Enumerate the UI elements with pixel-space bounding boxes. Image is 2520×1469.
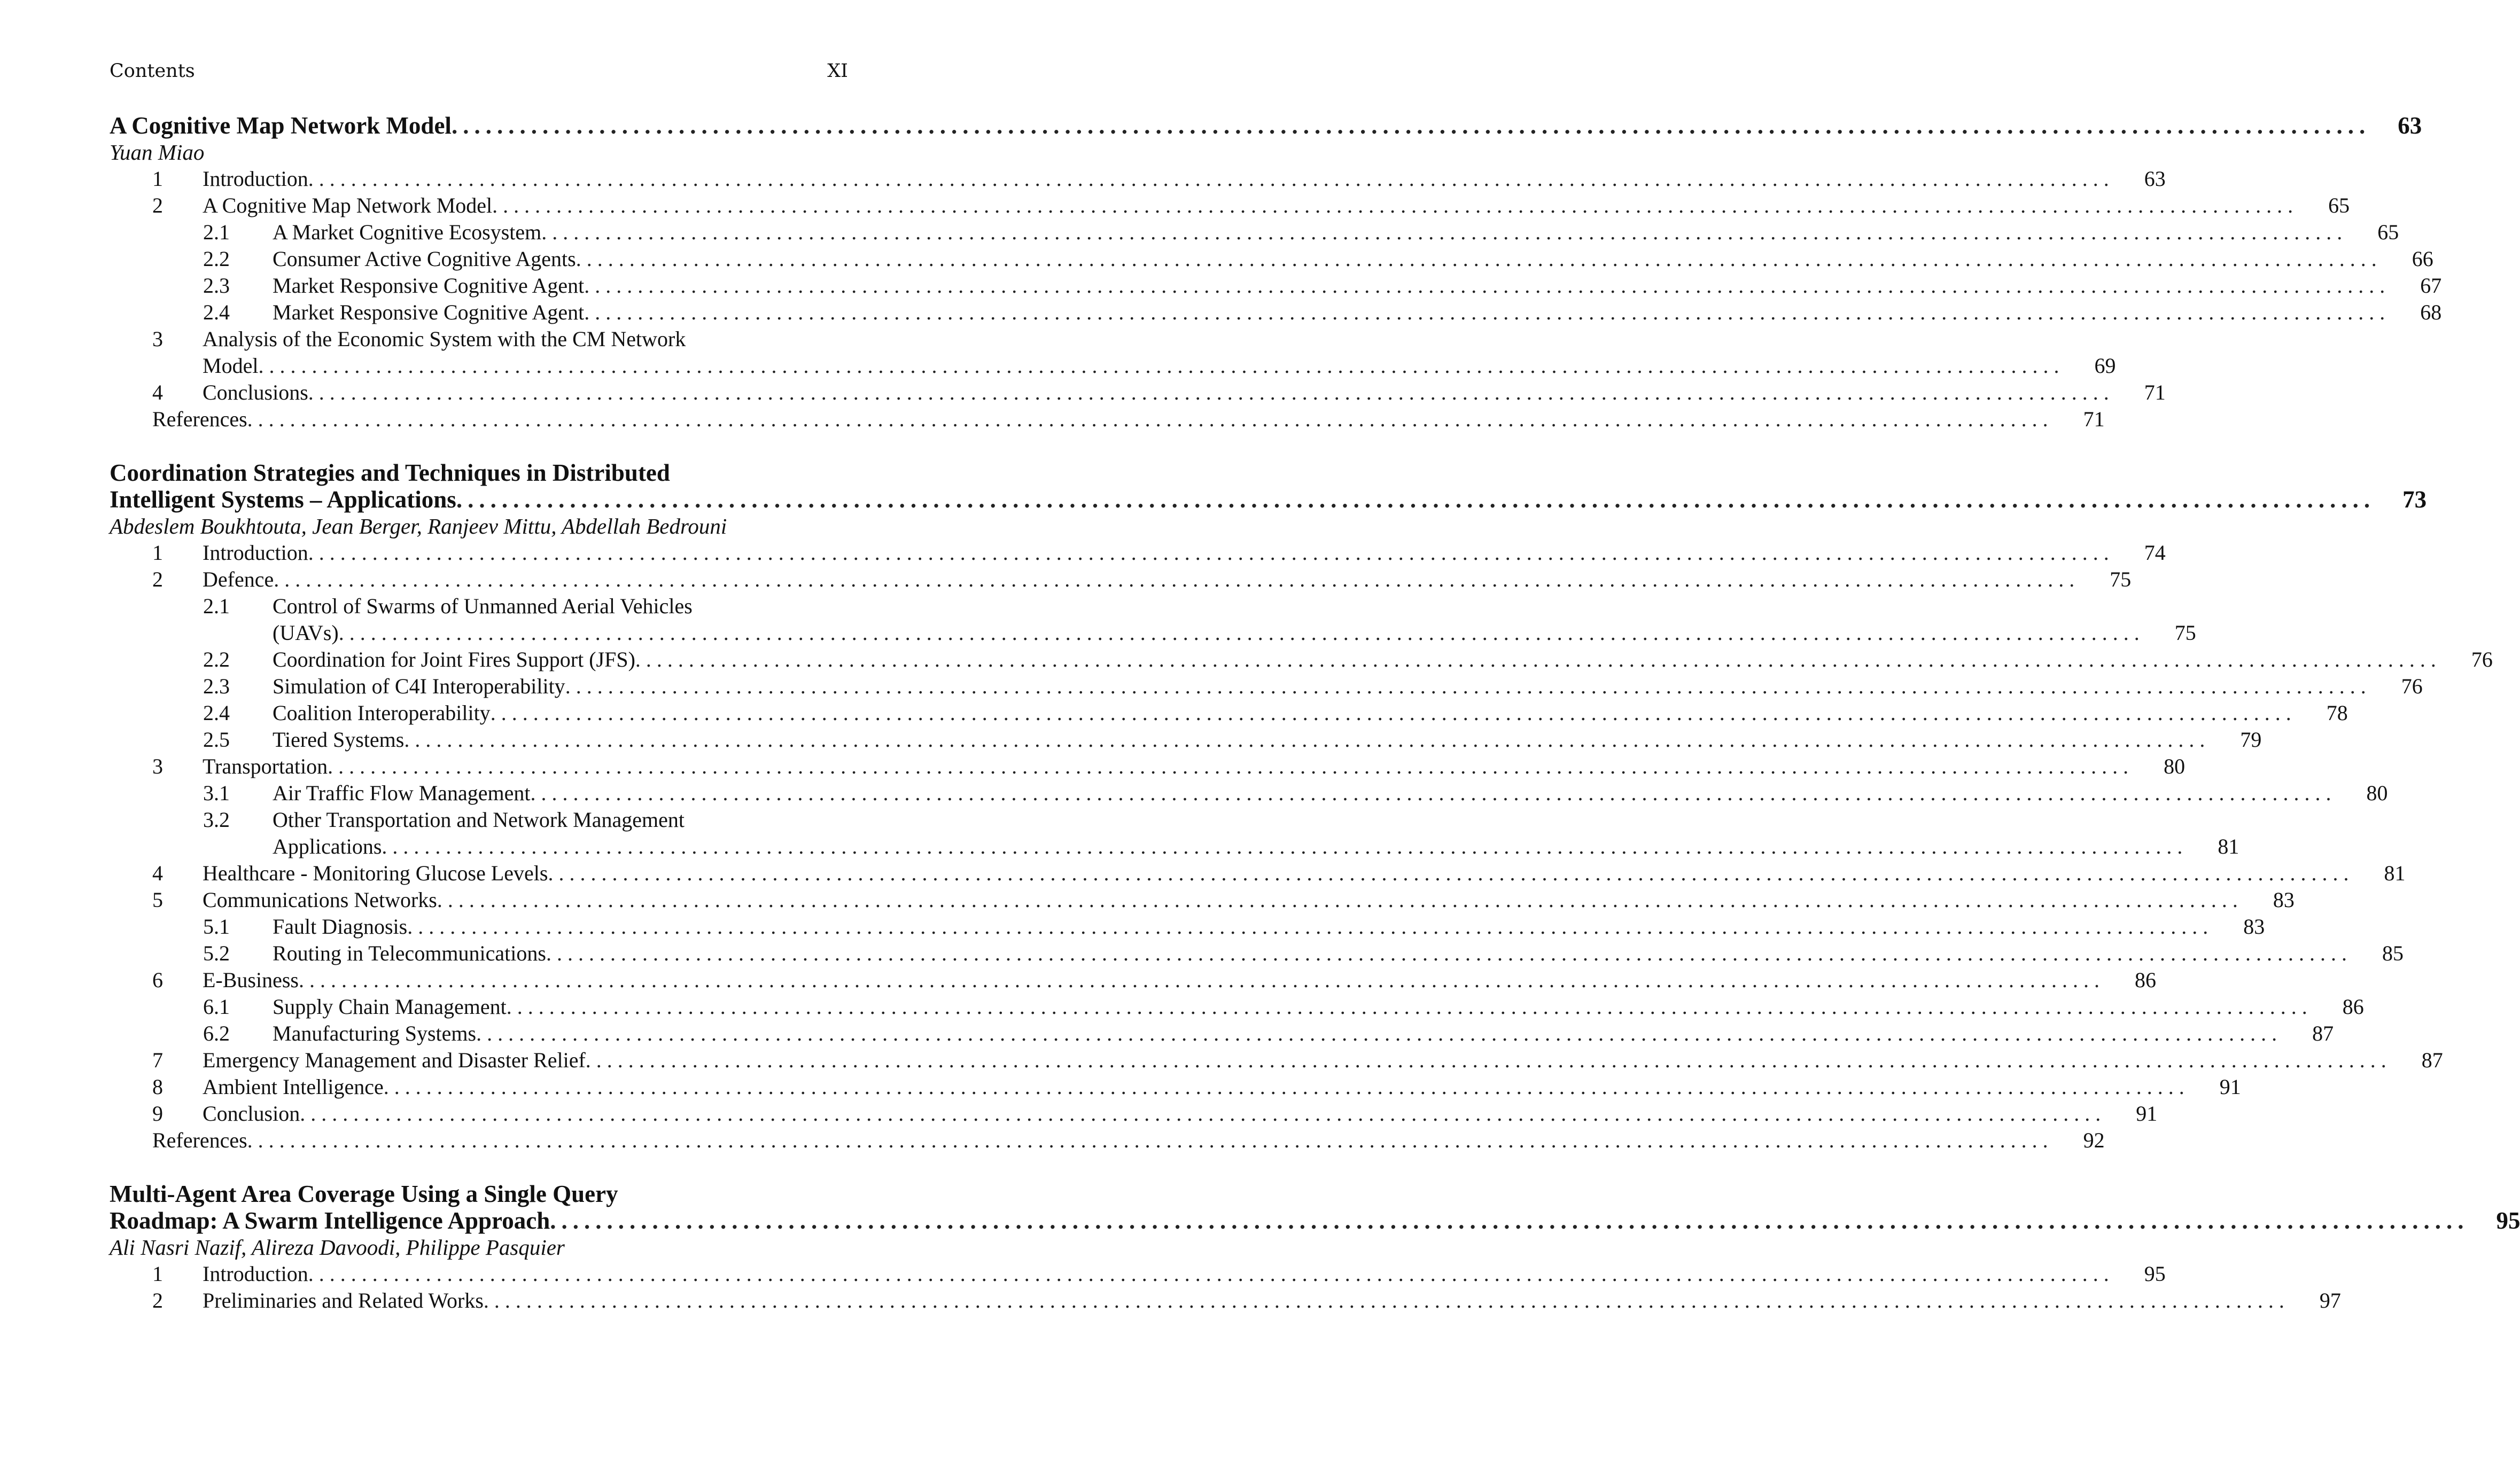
entry-title-line: Other Transportation and Network Management <box>273 808 685 832</box>
section-number: 4 <box>152 861 163 885</box>
dot-leader <box>308 540 2114 566</box>
entry-title: Communications Networks <box>203 888 437 912</box>
toc-page-number: 75 <box>2174 621 2196 645</box>
entry-body <box>203 1100 2158 1127</box>
chapter-title-line: A Cognitive Map Network Model <box>110 112 452 139</box>
toc-subsection-entry[interactable] <box>110 272 2442 299</box>
toc-line <box>273 913 2265 940</box>
toc-page-number: 85 <box>2382 941 2404 965</box>
entry-title: Conclusion <box>203 1101 300 1126</box>
entry-body <box>203 540 2166 566</box>
entry-body <box>273 780 2388 807</box>
toc-page-number: 81 <box>2218 834 2239 858</box>
dot-leader <box>382 833 2188 860</box>
entry-body <box>273 246 2433 272</box>
table-of-contents <box>110 112 2520 1341</box>
toc-page-number: 76 <box>2471 647 2493 671</box>
section-number: 2 <box>152 1288 163 1312</box>
toc-page-number: 95 <box>2144 1262 2166 1286</box>
entry-body <box>152 406 2105 433</box>
dot-leader <box>565 673 2371 700</box>
entry-title: Tiered Systems <box>273 728 405 752</box>
section-number: 2.2 <box>203 647 230 671</box>
toc-page-number: 91 <box>2219 1075 2241 1099</box>
chapter-title[interactable] <box>110 112 2422 139</box>
toc-page-number: 65 <box>2328 193 2350 217</box>
toc-subsection-entry[interactable] <box>110 913 2265 940</box>
toc-page-number: 83 <box>2273 888 2295 912</box>
toc-line <box>203 353 2116 379</box>
entry-title: Introduction <box>203 541 308 565</box>
entry-body <box>203 166 2166 192</box>
toc-references-entry[interactable] <box>110 406 2105 433</box>
toc-section-entry[interactable] <box>110 1100 2158 1127</box>
chapter-title-line: Roadmap: A Swarm Intelligence Approach <box>110 1207 550 1234</box>
dot-leader <box>492 192 2298 219</box>
entry-title: Coalition Interoperability <box>273 701 491 725</box>
toc-page-number: 68 <box>2420 300 2442 324</box>
dot-leader <box>541 219 2347 246</box>
toc-line <box>273 1020 2334 1047</box>
toc-page-number: 73 <box>2402 486 2427 513</box>
toc-references-entry[interactable] <box>110 1127 2105 1154</box>
toc-line <box>273 272 2442 299</box>
section-number: 2 <box>152 193 163 217</box>
dot-leader <box>247 406 2054 433</box>
section-number: 2.1 <box>203 220 230 244</box>
dot-leader <box>491 700 2297 726</box>
toc-page-number: 74 <box>2144 541 2166 565</box>
toc-line <box>203 1287 2341 1314</box>
toc-line <box>152 1127 2105 1154</box>
dot-leader <box>308 166 2114 192</box>
entry-title: Simulation of C4I Interoperability <box>273 674 565 698</box>
entry-body <box>203 887 2295 913</box>
entry-title: Fault Diagnosis <box>273 915 408 939</box>
entry-title: Emergency Management and Disaster Relief <box>203 1048 586 1072</box>
toc-section-entry[interactable] <box>110 326 2116 379</box>
toc-section-entry[interactable] <box>110 1287 2341 1314</box>
toc-line <box>152 406 2105 433</box>
section-number: 1 <box>152 167 163 191</box>
entry-body <box>273 807 2239 860</box>
toc-page-number: 78 <box>2326 701 2348 725</box>
toc-page-number: 71 <box>2144 380 2166 404</box>
toc-page-number: 86 <box>2342 995 2364 1019</box>
toc-line <box>273 994 2364 1020</box>
entry-body <box>273 272 2442 299</box>
dot-leader <box>339 620 2145 646</box>
dot-leader <box>456 486 2375 513</box>
toc-chapter <box>110 459 2493 1154</box>
entry-title: Model <box>203 354 259 378</box>
section-number: 3.2 <box>203 808 230 832</box>
toc-line <box>273 620 2196 646</box>
section-number: 2.3 <box>203 674 230 698</box>
section-number: 6 <box>152 968 163 992</box>
entry-body <box>273 673 2423 700</box>
toc-subsection-entry[interactable] <box>110 807 2239 860</box>
toc-subsection-entry[interactable] <box>110 673 2423 700</box>
entry-body <box>152 1127 2105 1154</box>
toc-page-number: 63 <box>2144 167 2166 191</box>
dot-leader <box>635 646 2441 673</box>
running-header <box>110 58 848 84</box>
section-number: 2.4 <box>203 701 230 725</box>
entry-title: (UAVs) <box>273 621 339 645</box>
toc-page-number: 81 <box>2384 861 2406 885</box>
entry-title: References <box>152 407 247 431</box>
toc-page-number: 87 <box>2312 1021 2334 1045</box>
entry-body <box>273 646 2493 673</box>
section-number: 2.3 <box>203 274 230 298</box>
toc-line <box>273 246 2433 272</box>
section-number: 2.5 <box>203 728 230 752</box>
toc-page-number: 83 <box>2243 915 2265 939</box>
toc-line <box>203 753 2185 780</box>
toc-page-number: 63 <box>2398 112 2422 139</box>
toc-section-entry[interactable] <box>110 753 2185 780</box>
toc-section-entry[interactable] <box>110 1047 2443 1074</box>
toc-section-entry[interactable] <box>110 566 2132 593</box>
running-header-title: Contents <box>110 60 195 82</box>
entry-title: E-Business <box>203 968 299 992</box>
section-number: 3 <box>152 754 163 778</box>
section-number: 6.1 <box>203 995 230 1019</box>
toc-page-number: 80 <box>2366 781 2388 805</box>
entry-title: Introduction <box>203 1262 308 1286</box>
entry-body <box>203 326 2116 379</box>
toc-subsection-entry[interactable] <box>110 726 2262 753</box>
entry-title: Ambient Intelligence <box>203 1075 384 1099</box>
dot-leader <box>404 726 2210 753</box>
toc-line <box>203 192 2350 219</box>
toc-line <box>273 940 2404 967</box>
entry-body <box>273 1020 2334 1047</box>
section-number: 1 <box>152 1262 163 1286</box>
dot-leader <box>576 246 2382 272</box>
dot-leader <box>452 112 2370 139</box>
dot-leader <box>584 272 2390 299</box>
entry-title: Market Responsive Cognitive Agent <box>273 274 585 298</box>
entry-title: References <box>152 1128 247 1152</box>
entry-body <box>273 299 2442 326</box>
toc-page-number: 97 <box>2319 1288 2341 1312</box>
chapter-authors: Abdeslem Boukhtouta, Jean Berger, Ranjeev Mittu, Abdellah Bedrouni <box>110 514 727 538</box>
entry-title-line: Control of Swarms of Unmanned Aerial Vehicles <box>273 594 693 618</box>
toc-section-entry[interactable] <box>110 166 2166 192</box>
toc-line <box>203 379 2166 406</box>
entry-title: Supply Chain Management <box>273 995 507 1019</box>
dot-leader <box>274 566 2080 593</box>
toc-section-entry[interactable] <box>110 967 2156 994</box>
chapter-title-line: Coordination Strategies and Techniques in Distributed <box>110 459 670 486</box>
toc-line <box>110 1207 2520 1234</box>
entry-title: Healthcare - Monitoring Glucose Levels <box>203 861 548 885</box>
entry-body <box>203 967 2156 994</box>
toc-subsection-entry[interactable] <box>110 593 2196 646</box>
toc-subsection-entry[interactable] <box>110 646 2493 673</box>
dot-leader <box>308 379 2114 406</box>
entry-body <box>203 379 2166 406</box>
section-number: 1 <box>152 541 163 565</box>
entry-title: A Cognitive Map Network Model <box>203 193 493 217</box>
toc-chapter <box>110 1181 2520 1314</box>
dot-leader <box>548 860 2354 887</box>
toc-line <box>203 860 2406 887</box>
toc-line <box>203 1074 2241 1100</box>
entry-title: Consumer Active Cognitive Agents <box>273 247 576 271</box>
toc-line <box>203 1047 2443 1074</box>
toc-chapter <box>110 112 2442 433</box>
toc-page-number: 76 <box>2401 674 2423 698</box>
toc-subsection-entry[interactable] <box>110 700 2348 726</box>
entry-body <box>203 1047 2443 1074</box>
toc-line <box>203 566 2132 593</box>
toc-subsection-entry[interactable] <box>110 994 2364 1020</box>
section-number: 2.1 <box>203 594 230 618</box>
toc-page-number: 91 <box>2136 1101 2158 1126</box>
dot-leader <box>584 299 2390 326</box>
toc-page-number: 75 <box>2110 567 2132 591</box>
section-number: 2.2 <box>203 247 230 271</box>
toc-subsection-entry[interactable] <box>110 940 2404 967</box>
toc-subsection-entry[interactable] <box>110 780 2388 807</box>
entry-body <box>273 219 2399 246</box>
toc-line <box>203 887 2295 913</box>
chapter-authors: Yuan Miao <box>110 140 205 165</box>
entry-title: Routing in Telecommunications <box>273 941 546 965</box>
toc-section-entry[interactable] <box>110 540 2166 566</box>
toc-line <box>203 1261 2166 1287</box>
toc-page-number: 67 <box>2420 274 2442 298</box>
toc-subsection-entry[interactable] <box>110 1020 2334 1047</box>
entry-body <box>273 913 2265 940</box>
toc-line <box>203 1100 2158 1127</box>
toc-section-entry[interactable] <box>110 379 2166 406</box>
toc-line <box>273 219 2399 246</box>
toc-page-number: 79 <box>2240 728 2262 752</box>
entry-title: Preliminaries and Related Works <box>203 1288 484 1312</box>
entry-title: Air Traffic Flow Management <box>273 781 531 805</box>
entry-body <box>203 753 2185 780</box>
toc-line <box>273 700 2348 726</box>
toc-subsection-entry[interactable] <box>110 246 2433 272</box>
section-number: 4 <box>152 380 163 404</box>
toc-section-entry[interactable] <box>110 860 2406 887</box>
section-number: 5 <box>152 888 163 912</box>
toc-page-number: 92 <box>2083 1128 2105 1152</box>
section-number: 5.1 <box>203 915 230 939</box>
toc-page-number: 87 <box>2421 1048 2443 1072</box>
entry-title: Conclusions <box>203 380 308 404</box>
section-number: 3 <box>152 327 163 351</box>
dot-leader <box>328 753 2134 780</box>
toc-subsection-entry[interactable] <box>110 299 2442 326</box>
dot-leader <box>258 353 2064 379</box>
section-number: 8 <box>152 1075 163 1099</box>
dot-leader <box>546 940 2352 967</box>
chapter-title[interactable] <box>110 1181 2520 1234</box>
toc-page-number: 95 <box>2496 1207 2520 1234</box>
entry-body <box>203 566 2132 593</box>
entry-title: A Market Cognitive Ecosystem <box>273 220 542 244</box>
chapter-title-line: Intelligent Systems – Applications <box>110 486 456 513</box>
dot-leader <box>300 1100 2106 1127</box>
toc-line <box>203 166 2166 192</box>
toc-line <box>273 833 2239 860</box>
dot-leader <box>586 1047 2392 1074</box>
toc-page-number: 71 <box>2083 407 2105 431</box>
entry-body <box>203 192 2350 219</box>
dot-leader <box>484 1287 2290 1314</box>
dot-leader <box>308 1261 2114 1287</box>
toc-line <box>273 726 2262 753</box>
entry-body <box>273 593 2196 646</box>
toc-section-entry[interactable] <box>110 192 2350 219</box>
page-number: XI <box>827 60 848 82</box>
toc-page-number: 86 <box>2135 968 2156 992</box>
entry-title: Applications <box>273 834 382 858</box>
entry-title-line: Analysis of the Economic System with the CM Network <box>203 327 686 351</box>
toc-line <box>273 646 2493 673</box>
entry-body <box>273 940 2404 967</box>
entry-body <box>203 860 2406 887</box>
toc-section-entry[interactable] <box>110 887 2295 913</box>
toc-subsection-entry[interactable] <box>110 219 2399 246</box>
dot-leader <box>247 1127 2054 1154</box>
toc-line <box>273 299 2442 326</box>
section-number: 9 <box>152 1101 163 1126</box>
entry-body <box>203 1074 2241 1100</box>
toc-section-entry[interactable] <box>110 1074 2241 1100</box>
section-number: 5.2 <box>203 941 230 965</box>
entry-title: Transportation <box>203 754 328 778</box>
entry-body <box>203 1261 2166 1287</box>
section-number: 7 <box>152 1048 163 1072</box>
toc-line <box>110 486 2427 513</box>
toc-line <box>273 673 2423 700</box>
entry-body <box>273 700 2348 726</box>
toc-section-entry[interactable] <box>110 1261 2166 1287</box>
entry-title: Coordination for Joint Fires Support (JFS) <box>273 647 635 671</box>
entry-title: Introduction <box>203 167 308 191</box>
dot-leader <box>437 887 2243 913</box>
entry-title: Manufacturing Systems <box>273 1021 477 1045</box>
dot-leader <box>531 780 2337 807</box>
dot-leader <box>384 1074 2190 1100</box>
section-number: 2 <box>152 567 163 591</box>
chapter-authors: Ali Nasri Nazif, Alireza Davoodi, Philippe Pasquier <box>110 1235 565 1260</box>
chapter-title[interactable] <box>110 459 2427 513</box>
toc-page-number: 80 <box>2164 754 2185 778</box>
section-number: 2.4 <box>203 300 230 324</box>
entry-body <box>273 726 2262 753</box>
entry-body <box>273 994 2364 1020</box>
chapter-title-line: Multi-Agent Area Coverage Using a Single Query <box>110 1181 618 1207</box>
entry-title: Defence <box>203 567 274 591</box>
entry-title: Market Responsive Cognitive Agent <box>273 300 585 324</box>
dot-leader <box>476 1020 2282 1047</box>
toc-page-number: 66 <box>2412 247 2433 271</box>
entry-body <box>203 1287 2341 1314</box>
dot-leader <box>299 967 2105 994</box>
section-number: 6.2 <box>203 1021 230 1045</box>
dot-leader <box>407 913 2213 940</box>
toc-line <box>110 112 2422 139</box>
dot-leader <box>507 994 2313 1020</box>
section-number: 3.1 <box>203 781 230 805</box>
toc-line <box>273 780 2388 807</box>
toc-page-number: 65 <box>2377 220 2399 244</box>
toc-line <box>203 967 2156 994</box>
dot-leader <box>550 1207 2469 1234</box>
toc-line <box>203 540 2166 566</box>
toc-page-number: 69 <box>2094 354 2116 378</box>
